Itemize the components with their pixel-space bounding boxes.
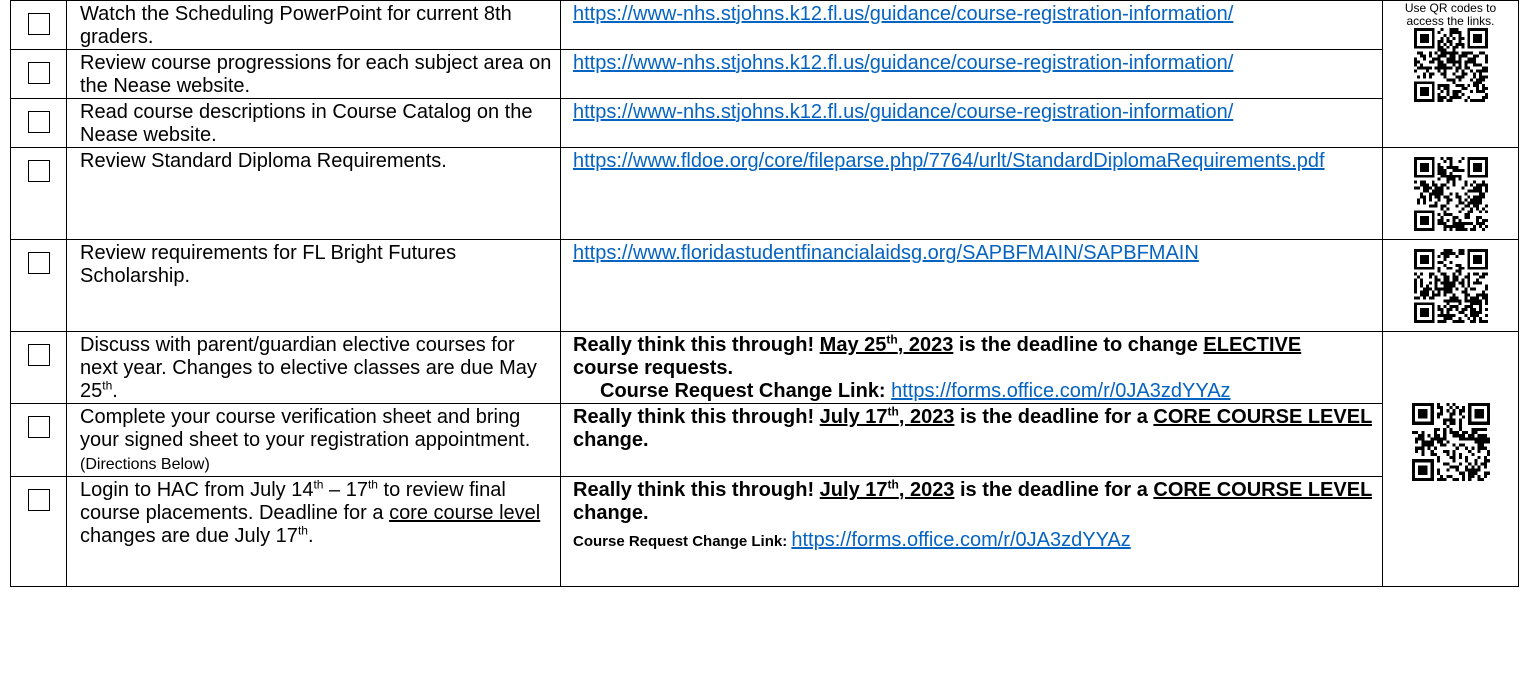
checkbox-icon[interactable] xyxy=(28,13,50,35)
checklist-row xyxy=(11,477,1519,587)
qr-cell-course-registration xyxy=(1383,1,1519,148)
link-cell xyxy=(561,240,1383,332)
link-cell xyxy=(561,50,1383,99)
deadline-note: Really think this through! July 17th, 2023 is the deadline for a CORE COURSE LEVEL change. xyxy=(573,404,1372,451)
course-registration-link[interactable]: https://www-nhs.stjohns.k12.fl.us/guidance/course-registration-information/ xyxy=(573,3,1234,25)
task-text: Review course progressions for each subject area on the Nease website. xyxy=(67,50,561,99)
link-cell xyxy=(561,148,1383,240)
qr-cell-course-change xyxy=(1383,332,1519,587)
checkbox-icon[interactable] xyxy=(28,344,50,366)
registration-checklist-table xyxy=(10,0,1519,587)
qr-code-icon xyxy=(1412,403,1490,481)
qr-code-icon xyxy=(1414,249,1488,323)
checkbox-icon[interactable] xyxy=(28,160,50,182)
checkbox-cell xyxy=(11,240,67,332)
task-text: Review requirements for FL Bright Futures Scholarship. xyxy=(67,240,561,332)
diploma-requirements-link[interactable]: https://www.fldoe.org/core/fileparse.php/7764/urlt/StandardDiplomaRequirements.pdf xyxy=(573,150,1325,172)
checkbox-icon[interactable] xyxy=(28,489,50,511)
checklist-row xyxy=(11,148,1519,240)
deadline-note-cell xyxy=(561,404,1383,477)
checkbox-icon[interactable] xyxy=(28,62,50,84)
deadline-note-cell xyxy=(561,332,1383,404)
checkbox-cell xyxy=(11,477,67,587)
checkbox-icon[interactable] xyxy=(28,416,50,438)
checkbox-cell xyxy=(11,148,67,240)
link-cell xyxy=(561,99,1383,148)
deadline-note-cell xyxy=(561,477,1383,587)
course-request-change-link[interactable]: https://forms.office.com/r/0JA3zdYYAz xyxy=(791,529,1131,551)
course-registration-link[interactable]: https://www-nhs.stjohns.k12.fl.us/guidance/course-registration-information/ xyxy=(573,101,1234,123)
checkbox-icon[interactable] xyxy=(28,252,50,274)
task-text: Discuss with parent/guardian elective courses for next year. Changes to elective classes are due May 25th. xyxy=(67,332,561,404)
checklist-row xyxy=(11,404,1519,477)
qr-note: Use QR codes to access the links. xyxy=(1404,1,1497,28)
qr-cell-diploma xyxy=(1383,148,1519,240)
checkbox-icon[interactable] xyxy=(28,111,50,133)
task-text: Watch the Scheduling PowerPoint for current 8th graders. xyxy=(67,1,561,50)
task-text: Login to HAC from July 14th – 17th to review final course placements. Deadline for a core course level changes are due July 17th. xyxy=(67,477,561,587)
qr-cell-bright-futures xyxy=(1383,240,1519,332)
task-text: Read course descriptions in Course Catalog on the Nease website. xyxy=(67,99,561,148)
deadline-note: Really think this through! May 25th, 2023 is the deadline to change ELECTIVE course requests. xyxy=(573,332,1302,379)
bright-futures-link[interactable]: https://www.floridastudentfinancialaidsg.org/SAPBFMAIN/SAPBFMAIN xyxy=(573,242,1199,264)
qr-code-icon xyxy=(1414,28,1488,102)
task-text: Review Standard Diploma Requirements. xyxy=(67,148,561,240)
checklist-row xyxy=(11,99,1519,148)
checkbox-cell xyxy=(11,332,67,404)
qr-code-icon xyxy=(1414,157,1488,231)
checkbox-cell xyxy=(11,1,67,50)
checklist-row xyxy=(11,50,1519,99)
course-change-line: Course Request Change Link: https://forms.office.com/r/0JA3zdYYAz xyxy=(573,529,1131,551)
course-change-line: Course Request Change Link: https://forms.office.com/r/0JA3zdYYAz xyxy=(600,380,1231,402)
checklist-row xyxy=(11,332,1519,404)
checklist-row xyxy=(11,1,1519,50)
checkbox-cell xyxy=(11,99,67,148)
checkbox-cell xyxy=(11,404,67,477)
task-text: Complete your course verification sheet and bring your signed sheet to your registration appointment. (Directions Below) xyxy=(67,404,561,477)
course-request-change-link[interactable]: https://forms.office.com/r/0JA3zdYYAz xyxy=(891,380,1231,402)
checklist-row xyxy=(11,240,1519,332)
checkbox-cell xyxy=(11,50,67,99)
link-cell xyxy=(561,1,1383,50)
course-registration-link[interactable]: https://www-nhs.stjohns.k12.fl.us/guidance/course-registration-information/ xyxy=(573,52,1234,74)
deadline-note: Really think this through! July 17th, 2023 is the deadline for a CORE COURSE LEVEL change. xyxy=(573,477,1372,524)
